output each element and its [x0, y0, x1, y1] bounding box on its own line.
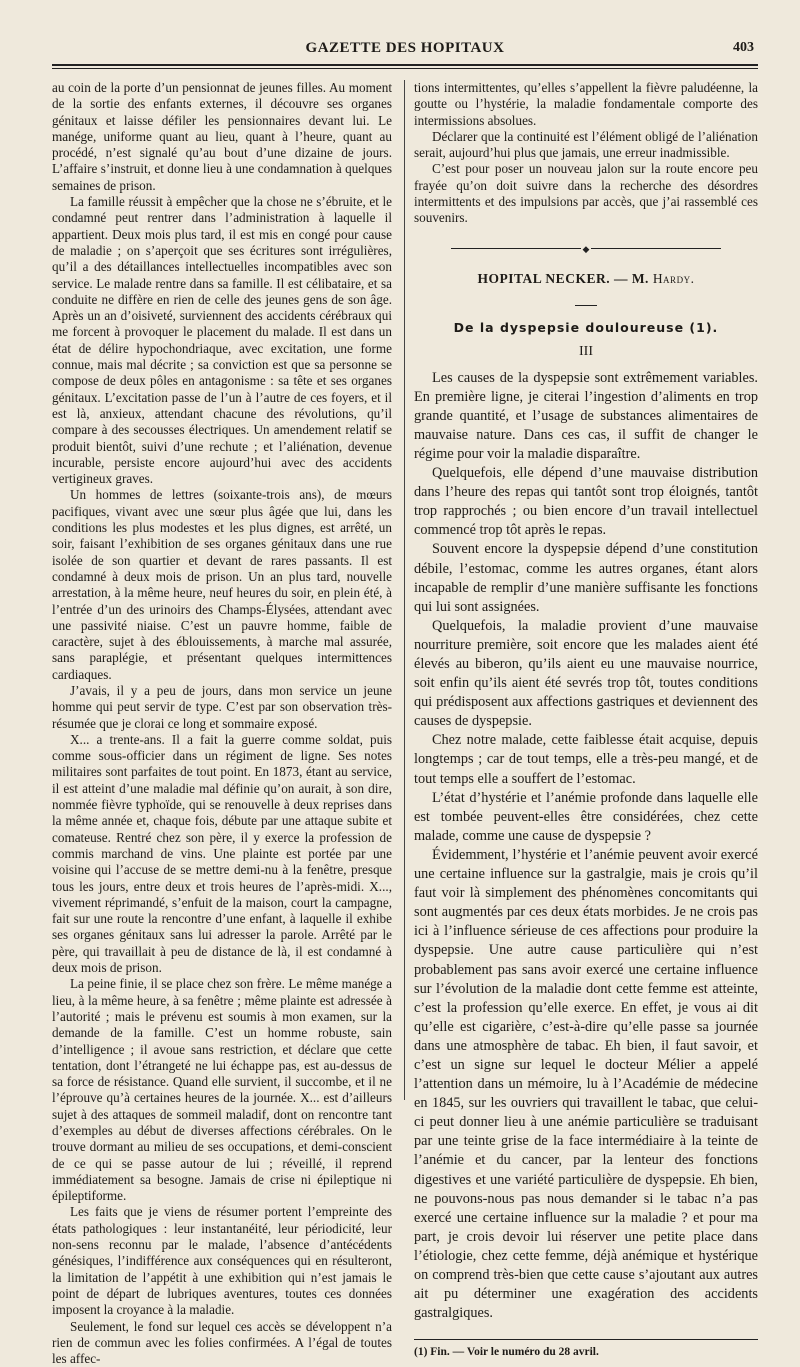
doctor-name: Hardy.	[652, 271, 695, 287]
section-hospital-heading	[414, 271, 758, 287]
paragraph: au coin de la porte d’un pensionnat de jeunes filles. Au moment de la sortie des enfants externes, il découvre ses organes génitaux et laisse défiler les pensionnaires devant lui. Le manége, uniforme quant au lieu, quant à l’heure, quant au procédé, n’est signalé qu’au bout d’une dizaine de jours. L’affaire s’instruit, et donne lieu à une condamnation à quelques semaines de prison.	[52, 80, 392, 193]
paragraph: Seulement, le fond sur lequel ces accès se développent n’a rien de commun avec les folies confirmées. A l’égal de toutes les affec-	[52, 1318, 392, 1367]
page-number: 403	[733, 40, 754, 55]
paragraph: L’état d’hystérie et l’anémie profonde dans laquelle elle est tombée peuvent-elles être considérées, chez cette malade, comme une cause de dyspepsie ?	[414, 789, 758, 844]
header-rule-thin	[52, 68, 758, 69]
paragraph: J’avais, il y a peu de jours, dans mon service un jeune homme qui peut servir de type. C’est par son observation très-résumée que je clorai ce long et sommaire exposé.	[52, 682, 392, 731]
header-rule-thick	[52, 64, 758, 66]
footnote-rule	[414, 1339, 758, 1340]
paragraph: Un hommes de lettres (soixante-trois ans), de mœurs pacifiques, vivant avec une sœur plus âgée que lui, dans les conditions les plus modestes et les plus dignes, est arrêté, un soir, faisant l’exhibition de ses organes génitaux dans une rue isolée de son quartier et devant de rares passants. Il est condamné à deux mois de prison. Un an plus tard, nouvelle arrestation, à la même heure, neuf heures du soir, en plein été, à l’entrée d’un des urinoirs des Champs-Élysées, attendant avec une passivité niaise. C’est un pauvre homme, faible de caractère, sujet à des éblouissements, à marche mal assurée, sans paraplégie, et présentant quelques intermittences cardiaques.	[52, 487, 392, 682]
paragraph: Évidemment, l’hystérie et l’anémie peuvent avoir exercé une certaine influence sur la gastralgie, mais je crois qu’il faut voir là simplement des phénomènes concomitants qui sont augmentés par ces deux états morbides. Je ne crois pas ici à l’influence sérieuse de ces affections pour produire la dyspepsie. Une autre cause particulière qui n’est probablement pas sans avoir exercé une certaine influence sur l’évolution de la maladie dont cette femme est atteinte, c’est la profession qu’elle exerce. En effet, je vous ai dit qu’elle est cigarière, c’est-à-dire qu’elle passe sa journée dans une atmosphère de tabac. Eh bien, il faut savoir, et c’est un signe sur lequel le docteur Mélier a appelé l’attention dans un mémoire, lu à l’Académie de médecine en 1845, sur les ouvriers qui travaillent le tabac, que celui-ci peut donner lieu à une anémie particulière se traduisant par une teinte grise de la face intermédiaire à la teinte de l’anémie et du cancer, par la lenteur des fonctions digestives et une variété particulière de dyspepsie. Eh bien, ne pouvons-nous pas nous demander si le tabac n’a pas exercé une certaine influence sur la maladie ? et pour ma part, je crois devoir lui réserver une petite place dans l’étiologie, chez cette femme, déjà anémique et hystérique on comprend très-bien que cette cause s’ajoutant aux autres ait pu déterminer une exagération des accidents gastralgiques.	[414, 846, 758, 1322]
paragraph: Quelquefois, elle dépend d’une mauvaise distribution dans l’heure des repas qui tantôt sont trop éloignés, tantôt trop rapprochés ; ou bien encore d’un travail intellectuel commencé trop tôt après le repas.	[414, 465, 758, 539]
paragraph: Souvent encore la dyspepsie dépend d’une constitution débile, l’estomac, comme les autres organes, étant alors incapable de remplir d’une manière suffisante les fonctions qui lui sont assignées.	[414, 541, 758, 615]
paragraph: Les causes de la dyspepsie sont extrêmement variables. En première ligne, je citerai l’ingestion d’aliments en trop grande quantité, et l’usage de substances alimentaires de mauvaise nature. Dans ces cas, il suffit de changer le régime pour voir la maladie disparaître.	[414, 369, 758, 462]
part-numeral: III	[579, 344, 593, 360]
right-column	[414, 80, 758, 1361]
left-column	[52, 80, 392, 1367]
footnote: (1) Fin. — Voir le numéro du 28 avril.	[414, 1346, 599, 1359]
paragraph: C’est pour poser un nouveau jalon sur la route encore peu frayée qu’on doit suivre dans la recherche des désordres intermittents et des impulsions par accès, que j’ai rassemblé ces souvenirs.	[414, 161, 758, 226]
paragraph: Quelquefois, la maladie provient d’une mauvaise nourriture première, soit encore que les malades aient été élevés au biberon, qu’ils aient eu une mauvaise nourrice, soit enfin qu’ils aient été sevrés trop tôt, toutes conditions qui prédisposent aux affections gastriques et deviennent des causes de dyspepsie.	[414, 617, 758, 730]
paragraph: Déclarer que la continuité est l’élément obligé de l’aliénation serait, aujourd’hui plus que jamais, une erreur inadmissible.	[414, 128, 758, 161]
paragraph: La peine finie, il se place chez son frère. Le même manége a lieu, à la même heure, à sa fenêtre ; même plainte est adressée à l’autorité ; mais le prévenu est soumis à mon examen, sur la demande de la famille. C’est un homme robuste, sain d’intelligence ; il avoue sans restriction, et déclare que cette tentation, dont l’étrangeté ne lui échappe pas, est au-dessus de sa force de résistance. Quand elle survient, il succombe, et il ne l’éprouve qu’à certaines heures de la journée. X... est d’ailleurs sujet à des attaques de sommeil maladif, dont on rencontre tant d’exemples au début de diverses affections cérébrales. On le trouve dormant au milieu de ses occupations, et demi-conscient de ce qui se passe autour de lui ; réveillé, il reprend immédiatement sa besogne. Jamais de crise ni épileptique ni épileptiforme.	[52, 976, 392, 1204]
paragraph: Les faits que je viens de résumer portent l’empreinte des états pathologiques : leur instantanéité, leur périodicité, leur non-sens reconnu par le malade, l’absence d’antécédents génésiques, l’indifférence aux conséquences qui en résulteront, la limitation de l’appétit à une exhibition qui n’est jamais le point de départ de lubriques aventures, toutes ces données imposent la croyance à la maladie.	[52, 1204, 392, 1318]
column-divider	[404, 80, 405, 1100]
paragraph: X... a trente-ans. Il a fait la guerre comme soldat, puis comme sous-officier dans un régiment de ligne. Ses notes militaires sont parfaites de tout point. En 1873, étant au service, il est atteint d’une maladie mal définie qu’on aurait, à son dire, nommée fièvre typhoïde, qui se renouvelle à deux reprises dans la même année et, chaque fois, débute par une attaque subite et comateuse. Rentré chez son père, il y exerce la profession de commis marchand de vins. Une plainte est portée par une voisine qui l’accuse de se mettre demi-nu à la fenêtre, presque tous les jours, entre deux et trois heures de l’après-midi. X..., vivement réprimandé, s’enfuit de la maison, court la campagne, fait sur une route la rencontre d’une enfant, à laquelle il exhibe ses organes génitaux sans lui adresser la parole. Arrêté par le père, qui travaillait à peu de distance de là, il est condamné à deux mois de prison.	[52, 731, 392, 976]
lecture-body	[414, 369, 758, 1324]
paragraph: Chez notre malade, cette faiblesse était acquise, depuis longtemps ; car de tout temps, elle a très-peu mangé, et de tout temps elle a souffert de l’estomac.	[414, 732, 758, 787]
paragraph: La famille réussit à empêcher que la chose ne s’ébruite, et le condamné peut rentrer dans l’administration à laquelle il appartient. Deux mois plus tard, il est mis en congé pour cause de maladie ; on s’aperçoit que ses écritures sont irrégulières, qu’il a des détaillances intellectuelles incompatibles avec son service. Le malade rentre dans sa famille. Il est célibataire, et sa conduite ne diffère en rien de celle des jeunes gens de son âge. Après un an d’oisiveté, surviennent des accidents cérébraux qui me forcent à provoquer le placement du malade. Il est dans un état de délire hypochondriaque, avec excitation, une forme connue, mais mal décrite ; sa conviction est que sa personne se compose de deux pôles en antagonisme : sa tête et ses organes génitaux. L’excitation passe de l’un à l’autre de ces foyers, et il est là, anxieux, attendant chacune des révolutions, qu’il compare à des secousses électriques. Un amendement relatif se produit bientôt, suivi d’une rechute ; et l’aliénation, devenue incurable, persiste encore aujourd’hui avec des accidents vertigineux graves.	[52, 194, 392, 487]
journal-title: GAZETTE DES HOPITAUX	[305, 40, 505, 56]
lecture-title: De la dyspepsie douloureuse (1).	[453, 320, 719, 336]
paragraph: tions intermittentes, qu’elles s’appellent la fièvre paludéenne, la goutte ou l’hystérie, la maladie fondamentale comporte des intermissions absolues.	[414, 80, 758, 128]
page-header	[52, 40, 758, 62]
section-separator: ◆	[414, 241, 758, 258]
hospital-name: HOPITAL NECKER. — M.	[477, 271, 649, 287]
short-rule	[414, 294, 758, 310]
